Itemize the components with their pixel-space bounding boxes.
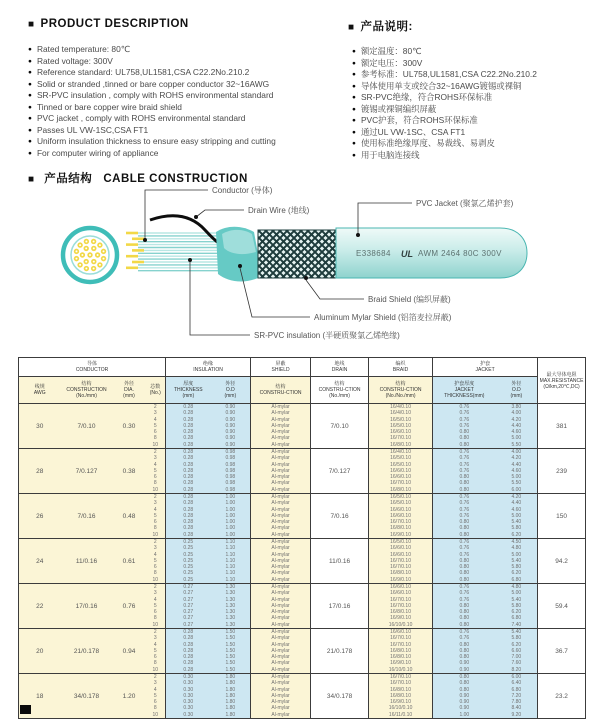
svg-text:AWM 2464 80C 300V: AWM 2464 80C 300V bbox=[418, 249, 502, 258]
table-sub-header: 芯数 (No.) bbox=[146, 377, 166, 404]
bullet-item: ● Solid or stranded ,tinned or bare copper conductor 32~16AWG bbox=[28, 78, 270, 89]
cell-braid: 16/6/0.10 16/7/0.10 16/7/0.10 16/8/0.10 16/8/0.10 16/9/0.10 16/10/0.10 bbox=[369, 629, 433, 674]
conductor-dot-core bbox=[103, 250, 105, 252]
table-group-header: 编织 BRAID bbox=[369, 358, 433, 377]
cell-drain: 34/0.178 bbox=[311, 674, 369, 719]
label-braid-shield: Braid Shield (编织屏蔽) bbox=[368, 295, 451, 304]
svg-text:E338684: E338684 bbox=[356, 249, 391, 258]
cell-construction: 7/0.16 bbox=[61, 494, 113, 539]
conductor-dot-core bbox=[93, 268, 95, 270]
cell-drain: 7/0.10 bbox=[311, 404, 369, 449]
bullet-icon: ● bbox=[28, 46, 32, 53]
bullet-item: ● 用于电脑连接线 bbox=[352, 149, 420, 160]
table-sub-header: 外径 O.D (mm) bbox=[496, 377, 538, 404]
conductor-dot-core bbox=[85, 261, 87, 263]
table-row bbox=[19, 629, 586, 674]
cell-insulation-thickness: 0.30 0.30 0.30 0.30 0.30 0.30 0.30 bbox=[166, 674, 211, 719]
conductor-dot-core bbox=[93, 261, 95, 263]
cell-drain: 11/0.16 bbox=[311, 539, 369, 584]
table-row bbox=[19, 539, 586, 584]
table-group-header: 地线 DRAIN bbox=[311, 358, 369, 377]
bullet-icon: ● bbox=[28, 149, 32, 157]
cell-awg: 24 bbox=[19, 539, 61, 584]
bullet-icon: ● bbox=[28, 69, 32, 76]
cell-drain: 17/0.16 bbox=[311, 584, 369, 629]
bullet-icon: ● bbox=[352, 82, 356, 90]
cell-dia: 0.38 bbox=[113, 449, 146, 494]
conductor-dot-core bbox=[97, 254, 99, 256]
cell-dia: 1.20 bbox=[113, 674, 146, 719]
cell-braid: 16/5/0.10 16/5/0.10 16/6/0.10 16/6/0.10 16/7/0.10 16/8/0.10 16/9/0.10 bbox=[369, 494, 433, 539]
conductor-dot-core bbox=[89, 254, 91, 256]
bullet-icon: ● bbox=[28, 57, 32, 65]
cell-jacket-od: 4.80 5.00 5.40 5.80 6.20 6.80 7.40 bbox=[496, 584, 538, 629]
cell-drain: 7/0.127 bbox=[311, 449, 369, 494]
cell-insulation-od: 1.10 1.10 1.10 1.10 1.10 1.10 1.10 bbox=[211, 539, 251, 584]
cell-shield: Al-mylar Al-mylar Al-mylar Al-mylar Al-mylar Al-mylar Al-mylar bbox=[251, 539, 311, 584]
bullet-item: ● Uniform insulation thickness to ensure easy stripping and cutting bbox=[28, 136, 276, 146]
cell-jacket-od: 3.80 4.00 4.20 4.40 4.60 5.00 5.50 bbox=[496, 404, 538, 449]
specification-table bbox=[18, 357, 586, 719]
label-aluminum-mylar-shield: Aluminum Mylar Shield (铝箔麦拉屏蔽) bbox=[314, 313, 452, 322]
cell-insulation-od: 1.30 1.30 1.30 1.30 1.30 1.30 1.30 bbox=[211, 584, 251, 629]
section-square-icon: ■ bbox=[28, 174, 35, 185]
bullet-icon: ● bbox=[352, 128, 356, 136]
cell-insulation-od: 1.00 1.00 1.00 1.00 1.00 1.00 1.00 bbox=[211, 494, 251, 539]
bullet-item: ● 通过UL VW-1SC、CSA FT1 bbox=[352, 126, 466, 137]
bullet-icon: ● bbox=[28, 80, 32, 88]
table-sub-header: 结构 CONSTRU-CTION bbox=[251, 377, 311, 404]
cell-construction: 11/0.16 bbox=[61, 539, 113, 584]
bullet-icon: ● bbox=[352, 71, 356, 78]
table-sub-header: 外径 O.D (mm) bbox=[211, 377, 251, 404]
table-sub-header: 线规 AWG bbox=[19, 377, 61, 404]
bullet-icon: ● bbox=[28, 115, 32, 122]
label-conductor: Conductor (导体) bbox=[212, 186, 273, 195]
bullet-item: ● PVC护套，符合ROHS环保标准 bbox=[352, 115, 478, 125]
table-group-header: 导体 CONDUCTOR bbox=[19, 358, 166, 377]
table-group-header: 屏蔽 SHIELD bbox=[251, 358, 311, 377]
cell-drain: 21/0.178 bbox=[311, 629, 369, 674]
cell-construction: 7/0.10 bbox=[61, 404, 113, 449]
section-square-icon: ■ bbox=[28, 19, 35, 30]
conductor-dot-core bbox=[75, 250, 77, 252]
cell-cores: 2 3 4 5 6 8 10 bbox=[146, 584, 166, 629]
bullet-item: ● 使用标准绝缘厚度、易裁线、易剥皮 bbox=[352, 138, 495, 148]
bullet-item: ● SR-PVC绝缘，符合ROHS环保标准 bbox=[352, 92, 493, 102]
bullet-item: ● 额定电压：300V bbox=[352, 57, 423, 68]
bullet-item: ● 镀锡或裸铜编织屏蔽 bbox=[352, 103, 437, 114]
cell-cores: 2 3 4 5 6 8 10 bbox=[146, 629, 166, 674]
table-group-header: 绝缘 INSULATION bbox=[166, 358, 251, 377]
cell-jacket-thickness: 0.76 0.76 0.80 0.80 0.80 0.90 0.90 bbox=[433, 629, 496, 674]
bullet-icon: ● bbox=[352, 117, 356, 124]
bullet-icon: ● bbox=[352, 151, 356, 159]
bullet-icon: ● bbox=[352, 105, 356, 113]
conductor-dot-core bbox=[79, 264, 81, 266]
table-row bbox=[19, 449, 586, 494]
table-row bbox=[19, 584, 586, 629]
bullet-item: ● 额定温度：80℃ bbox=[352, 46, 422, 56]
bullet-icon: ● bbox=[352, 59, 356, 67]
cell-awg: 30 bbox=[19, 404, 61, 449]
table-header-resistance: 最大导体电阻 MAX.RESISTANCE (Ω/km,20℃,DC) bbox=[538, 358, 586, 404]
cell-jacket-thickness: 0.76 0.76 0.76 0.80 0.80 0.80 0.80 bbox=[433, 539, 496, 584]
cell-resistance: 59.4 bbox=[538, 584, 586, 629]
bullet-item: ● 参考标准：UL758,UL1581,CSA C22.2No.210.2 bbox=[352, 69, 537, 79]
cell-awg: 18 bbox=[19, 674, 61, 719]
cell-awg: 28 bbox=[19, 449, 61, 494]
cell-jacket-od: 4.50 4.80 5.00 5.40 5.80 6.20 6.80 bbox=[496, 539, 538, 584]
conductor-dot-core bbox=[93, 240, 95, 242]
cell-resistance: 23.2 bbox=[538, 674, 586, 719]
cell-dia: 0.30 bbox=[113, 404, 146, 449]
cable-print bbox=[356, 249, 502, 259]
bullet-item: ● SR-PVC insulation , comply with ROHS environmental standard bbox=[28, 90, 274, 100]
product-description-title: ■ PRODUCT DESCRIPTION bbox=[28, 18, 189, 30]
cell-awg: 26 bbox=[19, 494, 61, 539]
bullet-item: ● For computer wiring of appliance bbox=[28, 147, 159, 158]
cell-dia: 0.48 bbox=[113, 494, 146, 539]
bullet-item: ● Rated voltage: 300V bbox=[28, 55, 113, 66]
cell-jacket-thickness: 0.76 0.76 0.76 0.76 0.80 0.80 0.80 bbox=[433, 404, 496, 449]
cell-braid: 16/5/0.10 16/6/0.10 16/6/0.10 16/7/0.10 16/7/0.10 16/8/0.10 16/9/0.10 bbox=[369, 539, 433, 584]
table-row bbox=[19, 674, 586, 719]
cell-shield: Al-mylar Al-mylar Al-mylar Al-mylar Al-mylar Al-mylar Al-mylar bbox=[251, 449, 311, 494]
product-description-title-zh: ■ 产品说明: bbox=[348, 21, 413, 33]
cable-construction-title: ■ 产品结构 CABLE CONSTRUCTION bbox=[28, 173, 248, 185]
table-sub-header: 护套厚度 JACKET THICKNESS(mm) bbox=[433, 377, 496, 404]
cell-resistance: 94.2 bbox=[538, 539, 586, 584]
bullet-item: ● Passes UL VW-1SC,CSA FT1 bbox=[28, 124, 149, 135]
cell-construction: 7/0.127 bbox=[61, 449, 113, 494]
bullet-icon: ● bbox=[352, 140, 356, 147]
bullet-icon: ● bbox=[352, 94, 356, 101]
table-group-header: 护套 JACKET bbox=[433, 358, 538, 377]
product-description-list-en bbox=[28, 44, 276, 159]
cell-insulation-thickness: 0.27 0.27 0.27 0.27 0.27 0.27 0.27 bbox=[166, 584, 211, 629]
cell-jacket-od: 4.00 4.20 4.40 4.60 5.00 5.50 6.00 bbox=[496, 449, 538, 494]
section-square-icon: ■ bbox=[348, 22, 355, 33]
cell-jacket-od: 5.40 5.80 6.20 6.60 7.00 7.60 8.20 bbox=[496, 629, 538, 674]
cell-awg: 20 bbox=[19, 629, 61, 674]
cell-braid: 16/4/0.10 16/4/0.10 16/5/0.10 16/5/0.10 16/6/0.10 16/7/0.10 16/8/0.10 bbox=[369, 404, 433, 449]
cell-insulation-od: 0.90 0.90 0.90 0.90 0.90 0.90 0.90 bbox=[211, 404, 251, 449]
cell-insulation-od: 1.50 1.50 1.50 1.50 1.50 1.50 1.50 bbox=[211, 629, 251, 674]
cell-cores: 2 3 4 5 6 8 10 bbox=[146, 494, 166, 539]
cell-dia: 0.94 bbox=[113, 629, 146, 674]
bullet-item: ● 导体使用单支或绞合32~16AWG镀锡或裸铜 bbox=[352, 80, 522, 91]
bullet-icon: ● bbox=[28, 103, 32, 111]
bullet-icon: ● bbox=[28, 92, 32, 99]
bullet-item: ● Rated temperature: 80℃ bbox=[28, 44, 131, 54]
cell-shield: Al-mylar Al-mylar Al-mylar Al-mylar Al-mylar Al-mylar Al-mylar bbox=[251, 584, 311, 629]
conductor-dot-core bbox=[75, 258, 77, 260]
cell-shield: Al-mylar Al-mylar Al-mylar Al-mylar Al-mylar Al-mylar Al-mylar bbox=[251, 494, 311, 539]
cell-insulation-thickness: 0.28 0.28 0.28 0.28 0.28 0.28 0.28 bbox=[166, 449, 211, 494]
table-sub-header: 外径 DIA. (mm) bbox=[113, 377, 146, 404]
cable-cross-section bbox=[63, 228, 117, 282]
conductor-dot-core bbox=[103, 258, 105, 260]
cell-jacket-thickness: 0.76 0.76 0.76 0.76 0.80 0.80 0.80 bbox=[433, 449, 496, 494]
cell-insulation-thickness: 0.28 0.28 0.28 0.28 0.28 0.28 0.28 bbox=[166, 404, 211, 449]
cell-insulation-od: 0.98 0.98 0.98 0.98 0.98 0.98 0.98 bbox=[211, 449, 251, 494]
conductor-dot-core bbox=[93, 247, 95, 249]
cell-jacket-thickness: 0.76 0.76 0.76 0.76 0.80 0.80 0.80 bbox=[433, 494, 496, 539]
cell-insulation-thickness: 0.25 0.25 0.25 0.25 0.25 0.25 0.25 bbox=[166, 539, 211, 584]
conductor-dot-core bbox=[79, 244, 81, 246]
cell-construction: 21/0.178 bbox=[61, 629, 113, 674]
bullet-item: ● Tinned or bare copper wire braid shield bbox=[28, 101, 182, 112]
table-row bbox=[19, 404, 586, 449]
conductor-dot-core bbox=[85, 268, 87, 270]
cell-resistance: 36.7 bbox=[538, 629, 586, 674]
product-description-list-zh bbox=[352, 46, 537, 161]
conductor-dot-core bbox=[85, 247, 87, 249]
cell-cores: 2 3 4 5 6 8 10 bbox=[146, 404, 166, 449]
table-row bbox=[19, 494, 586, 539]
cell-drain: 7/0.16 bbox=[311, 494, 369, 539]
cell-awg: 22 bbox=[19, 584, 61, 629]
braid-section bbox=[258, 230, 340, 278]
table-sub-header: 结构 CONSTRUCTION (No./mm) bbox=[61, 377, 113, 404]
conductor-dot-core bbox=[99, 244, 101, 246]
label-drain-wire: Drain Wire (地线) bbox=[248, 206, 310, 215]
conductor-dot-core bbox=[99, 264, 101, 266]
cell-dia: 0.61 bbox=[113, 539, 146, 584]
conductor-dot-core bbox=[85, 240, 87, 242]
bullet-icon: ● bbox=[28, 138, 32, 145]
cell-insulation-thickness: 0.28 0.28 0.28 0.28 0.28 0.28 0.28 bbox=[166, 494, 211, 539]
cell-jacket-od: 6.00 6.40 6.80 7.20 7.80 8.40 9.20 bbox=[496, 674, 538, 719]
cell-jacket-thickness: 0.80 0.80 0.80 0.90 0.90 0.90 1.00 bbox=[433, 674, 496, 719]
table-sub-header: 结构 CONSTRU-CTION (No./No./mm) bbox=[369, 377, 433, 404]
cell-resistance: 150 bbox=[538, 494, 586, 539]
cell-cores: 2 3 4 5 6 8 10 bbox=[146, 449, 166, 494]
bullet-icon: ● bbox=[352, 48, 356, 55]
cell-insulation-od: 1.80 1.80 1.80 1.80 1.80 1.80 1.80 bbox=[211, 674, 251, 719]
cell-insulation-thickness: 0.28 0.28 0.28 0.28 0.28 0.28 0.28 bbox=[166, 629, 211, 674]
label-pvc-jacket: PVC Jacket (聚氯乙烯护套) bbox=[416, 199, 514, 208]
cable-construction-diagram bbox=[0, 182, 603, 354]
table-sub-header: 结构 CONSTRU-CTION (No./mm) bbox=[311, 377, 369, 404]
page-footer-mark bbox=[20, 705, 31, 714]
cell-shield: Al-mylar Al-mylar Al-mylar Al-mylar Al-mylar Al-mylar Al-mylar bbox=[251, 404, 311, 449]
cell-resistance: 381 bbox=[538, 404, 586, 449]
cell-shield: Al-mylar Al-mylar Al-mylar Al-mylar Al-mylar Al-mylar Al-mylar bbox=[251, 629, 311, 674]
bullet-item: ● Reference standard: UL758,UL1581,CSA C22.2No.210.2 bbox=[28, 67, 250, 77]
cell-cores: 2 3 4 5 6 8 10 bbox=[146, 674, 166, 719]
specification-table-wrap bbox=[18, 357, 586, 719]
label-sr-pvc-insulation: SR-PVC insulation (半硬质聚氯乙烯绝缘) bbox=[254, 331, 400, 340]
cell-resistance: 239 bbox=[538, 449, 586, 494]
cell-shield: Al-mylar Al-mylar Al-mylar Al-mylar Al-mylar Al-mylar Al-mylar bbox=[251, 674, 311, 719]
cell-construction: 17/0.16 bbox=[61, 584, 113, 629]
bullet-item: ● PVC jacket , comply with ROHS environmental standard bbox=[28, 113, 246, 123]
cell-braid: 16/7/0.10 16/7/0.10 16/8/0.10 16/8/0.10 16/9/0.10 16/10/0.10 16/11/0.10 bbox=[369, 674, 433, 719]
ul-logo-icon: UL bbox=[401, 249, 413, 259]
cell-jacket-thickness: 0.76 0.76 0.76 0.80 0.80 0.80 0.80 bbox=[433, 584, 496, 629]
cell-braid: 16/4/0.10 16/5/0.10 16/5/0.10 16/6/0.10 16/6/0.10 16/7/0.10 16/8/0.10 bbox=[369, 449, 433, 494]
bullet-icon: ● bbox=[28, 126, 32, 134]
cell-cores: 2 3 4 5 6 8 10 bbox=[146, 539, 166, 584]
cell-construction: 34/0.178 bbox=[61, 674, 113, 719]
cell-dia: 0.76 bbox=[113, 584, 146, 629]
cell-jacket-od: 4.20 4.40 4.60 5.00 5.40 5.80 6.20 bbox=[496, 494, 538, 539]
conductor-dot-core bbox=[81, 254, 83, 256]
cell-braid: 16/6/0.10 16/6/0.10 16/7/0.10 16/7/0.10 16/8/0.10 16/9/0.10 16/10/0.10 bbox=[369, 584, 433, 629]
table-sub-header: 厚度 THICKNESS (mm) bbox=[166, 377, 211, 404]
